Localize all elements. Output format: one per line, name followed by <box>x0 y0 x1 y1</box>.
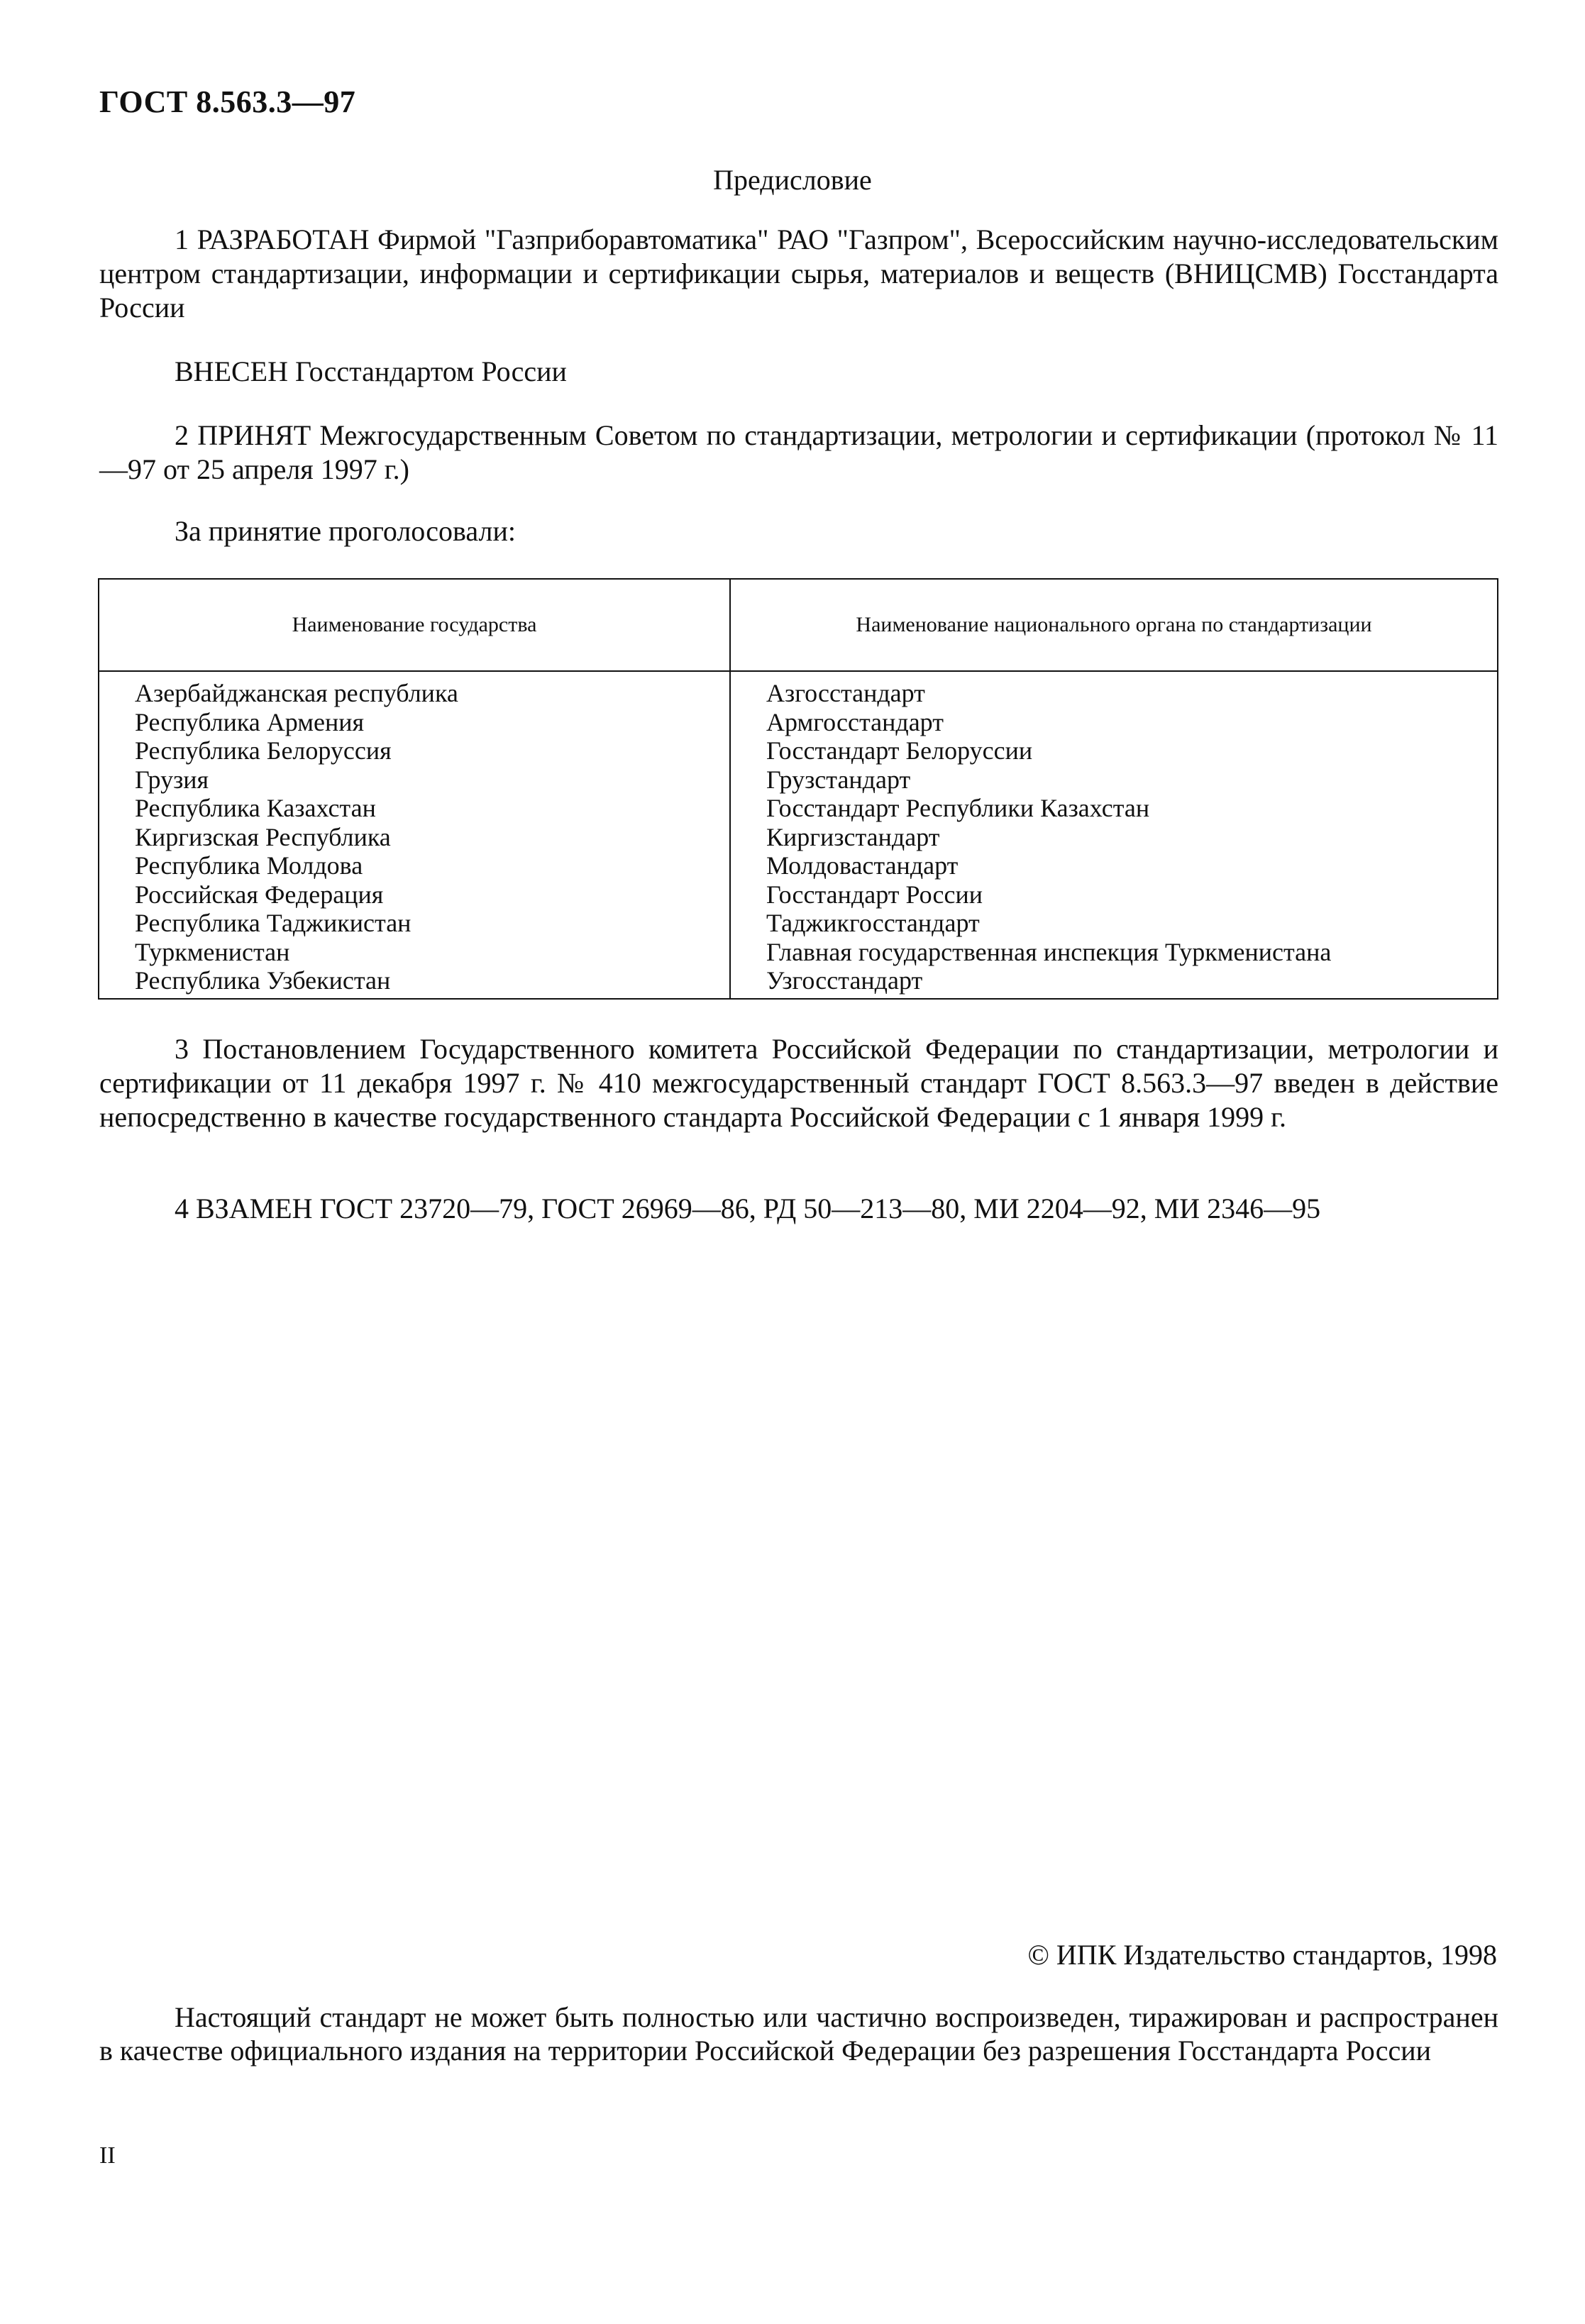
state-item: Российская Федерация <box>135 880 384 909</box>
state-item: Республика Армения <box>135 707 365 736</box>
organ-item: Молдовастандарт <box>766 851 959 880</box>
header-national-organ: Наименование национального органа по стандартизации <box>730 579 1498 671</box>
state-item: Республика Молдова <box>135 851 363 880</box>
organ-item: Узгосстандарт <box>766 966 923 995</box>
paragraph-resolution: 3 Постановлением Государственного комитета Российской Федерации по стандартизации, метрологии и сертификации от 11 декабря 1997 г. № 410 межгосударственный стандарт ГОСТ 8.563.3—97 введен в действие непосредственно в качестве государственного стандарта Российской Федерации с 1 января 1999 г. <box>99 1033 1498 1133</box>
organ-item: Грузстандарт <box>766 765 911 794</box>
voting-states-table <box>98 578 1498 1000</box>
organs-column <box>730 671 1498 999</box>
table-header-row <box>99 579 1498 671</box>
state-item: Туркменистан <box>135 937 290 966</box>
state-item: Республика Таджикистан <box>135 909 412 937</box>
table-body-row <box>99 671 1498 999</box>
header-state-name: Наименование государства <box>99 579 730 671</box>
state-item: Республика Белоруссия <box>135 736 392 765</box>
organ-item: Госстандарт России <box>766 880 983 909</box>
states-column <box>99 671 730 999</box>
section-title: Предисловие <box>713 164 872 196</box>
organ-item: Госстандарт Республики Казахстан <box>766 794 1150 822</box>
paragraph-adopted-by: 2 ПРИНЯТ Межгосударственным Советом по стандартизации, метрологии и сертификации (протокол № 11—97 от 25 апреля 1997 г.) <box>99 419 1498 485</box>
state-item: Республика Казахстан <box>135 794 376 822</box>
state-item: Республика Узбекистан <box>135 966 391 995</box>
state-item: Азербайджанская республика <box>135 679 458 707</box>
state-item: Киргизская Республика <box>135 822 391 851</box>
reproduction-notice: Настоящий стандарт не может быть полностью или частично воспроизведен, тиражирован и распространен в качестве официального издания на территории Российской Федерации без разрешения Госстандарта России <box>99 2001 1498 2066</box>
paragraph-developed-by: 1 РАЗРАБОТАН Фирмой "Газприборавтоматика" РАО "Газпром", Всероссийским научно-исследовательским центром стандартизации, информации и сертификации сырья, материалов и веществ (ВНИЦСМВ) Госстандарта России <box>99 223 1498 323</box>
organ-item: Госстандарт Белоруссии <box>766 736 1033 765</box>
organ-item: Киргизстандарт <box>766 822 940 851</box>
paragraph-voted-for: За принятие проголосовали: <box>175 515 516 547</box>
standard-code-header: ГОСТ 8.563.3—97 <box>99 84 356 119</box>
organ-item: Азгосстандарт <box>766 679 925 707</box>
page-number: II <box>99 2142 116 2169</box>
organ-item: Таджикгосстандарт <box>766 909 980 937</box>
copyright-notice: © ИПК Издательство стандартов, 1998 <box>1027 1939 1497 1971</box>
paragraph-replaces: 4 ВЗАМЕН ГОСТ 23720—79, ГОСТ 26969—86, РД 50—213—80, МИ 2204—92, МИ 2346—95 <box>175 1193 1321 1224</box>
paragraph-submitted-by: ВНЕСЕН Госстандартом России <box>175 355 567 387</box>
state-item: Грузия <box>135 765 209 794</box>
organ-item: Армгосстандарт <box>766 707 944 736</box>
organ-item: Главная государственная инспекция Туркменистана <box>766 937 1332 966</box>
